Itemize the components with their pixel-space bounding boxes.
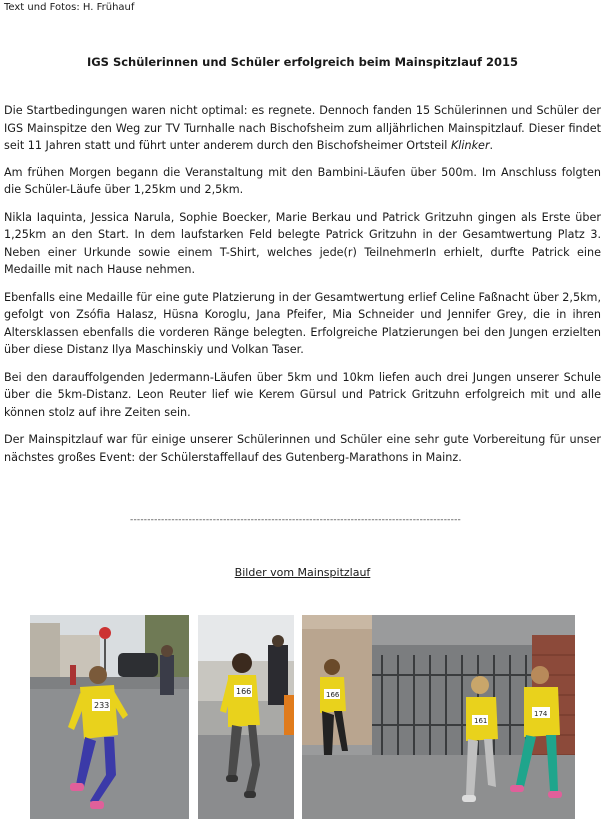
article-title: IGS Schülerinnen und Schüler erfolgreich beim Mainspitzlauf 2015 (86, 55, 519, 69)
photo1-bib-number: 233 (94, 701, 110, 710)
place-name-italic: Klinker (450, 139, 490, 152)
author-credit: Text und Fotos: H. Frühauf (4, 2, 135, 13)
paragraph-4: Ebenfalls eine Medaille für eine gute Platzierung in der Gesamtwertung erlief Celine Faßnacht über 2,5km, gefolgt von Zsófia Halasz, Hüsna Koroglu, Jana Pfeifer, Mia Schneider und Jennifer Grey, die in ihren Altersklassen ebenfalls die vorderen Ränge belegten. Erfolgreiche Platzierungen bei den Jungen erzielten über diese Distanz Ilya Maschinskiy und Volkan Taser. (4, 290, 601, 356)
paragraph-3: Nikla Iaquinta, Jessica Narula, Sophie Boecker, Marie Berkau und Patrick Gritzuhn gingen als Erste über 1,25km an den Start. In dem laufstarken Feld belegte Patrick Gritzuhn in der Gesamtwertung Platz 3. Neben einer Urkunde sowie einem T-Shirt, welches jede(r) TeilnehmerIn erhielt, durfte Patrick eine Medaille mit nach Hause nehmen. (4, 210, 601, 276)
paragraph-6: Der Mainspitzlauf war für einige unserer Schülerinnen und Schüler eine sehr gute Vorbereitung für unser nächstes großes Event: der Schülerstaffellauf des Gutenberg-Marathons in Mainz. (4, 433, 601, 464)
photo2-bib-number: 166 (236, 687, 252, 696)
article-body (4, 102, 601, 476)
photo3-bib-right: 174 (534, 710, 548, 718)
gallery-link[interactable]: Bilder vom Mainspitzlauf (234, 566, 371, 579)
paragraph-1-text: Die Startbedingungen waren nicht optimal: es regnete. Dennoch fanden 15 Schülerinnen und Schüler der IGS Mainspitze den Weg zur TV Turnhalle nach Bischofsheim zum alljährlichen Mainspitzlauf. Dieser findet seit 11 Jahren statt und führt unter anderem durch den Bischofsheimer Ortsteil (4, 104, 601, 152)
photo3-bib-left: 166 (326, 691, 340, 699)
photo3-bib-mid: 161 (474, 717, 488, 725)
photo-three-runners[interactable] (302, 615, 575, 819)
paragraph-2: Am frühen Morgen begann die Veranstaltung mit den Bambini-Läufen über 500m. Im Anschluss folgten die Schüler-Läufe über 1,25km und 2,5km. (4, 165, 601, 196)
paragraph-1 (4, 102, 601, 155)
paragraph-1-end: . (489, 139, 494, 152)
gallery-link-wrap (0, 566, 605, 579)
photo-girl-running[interactable] (30, 615, 189, 819)
separator-line: ------------------------------------------------------------------------------------------------ (130, 515, 461, 525)
paragraph-5: Bei den darauffolgenden Jedermann-Läufen über 5km und 10km liefen auch drei Jungen unserer Schule über die 5km-Distanz. Leon Reuter lief wie Kerem Gürsul und Patrick Gritzuhn erfolgreich mit und alle können stolz auf ihre Zeiten sein. (4, 370, 601, 419)
photo-boy-running[interactable] (198, 615, 294, 819)
